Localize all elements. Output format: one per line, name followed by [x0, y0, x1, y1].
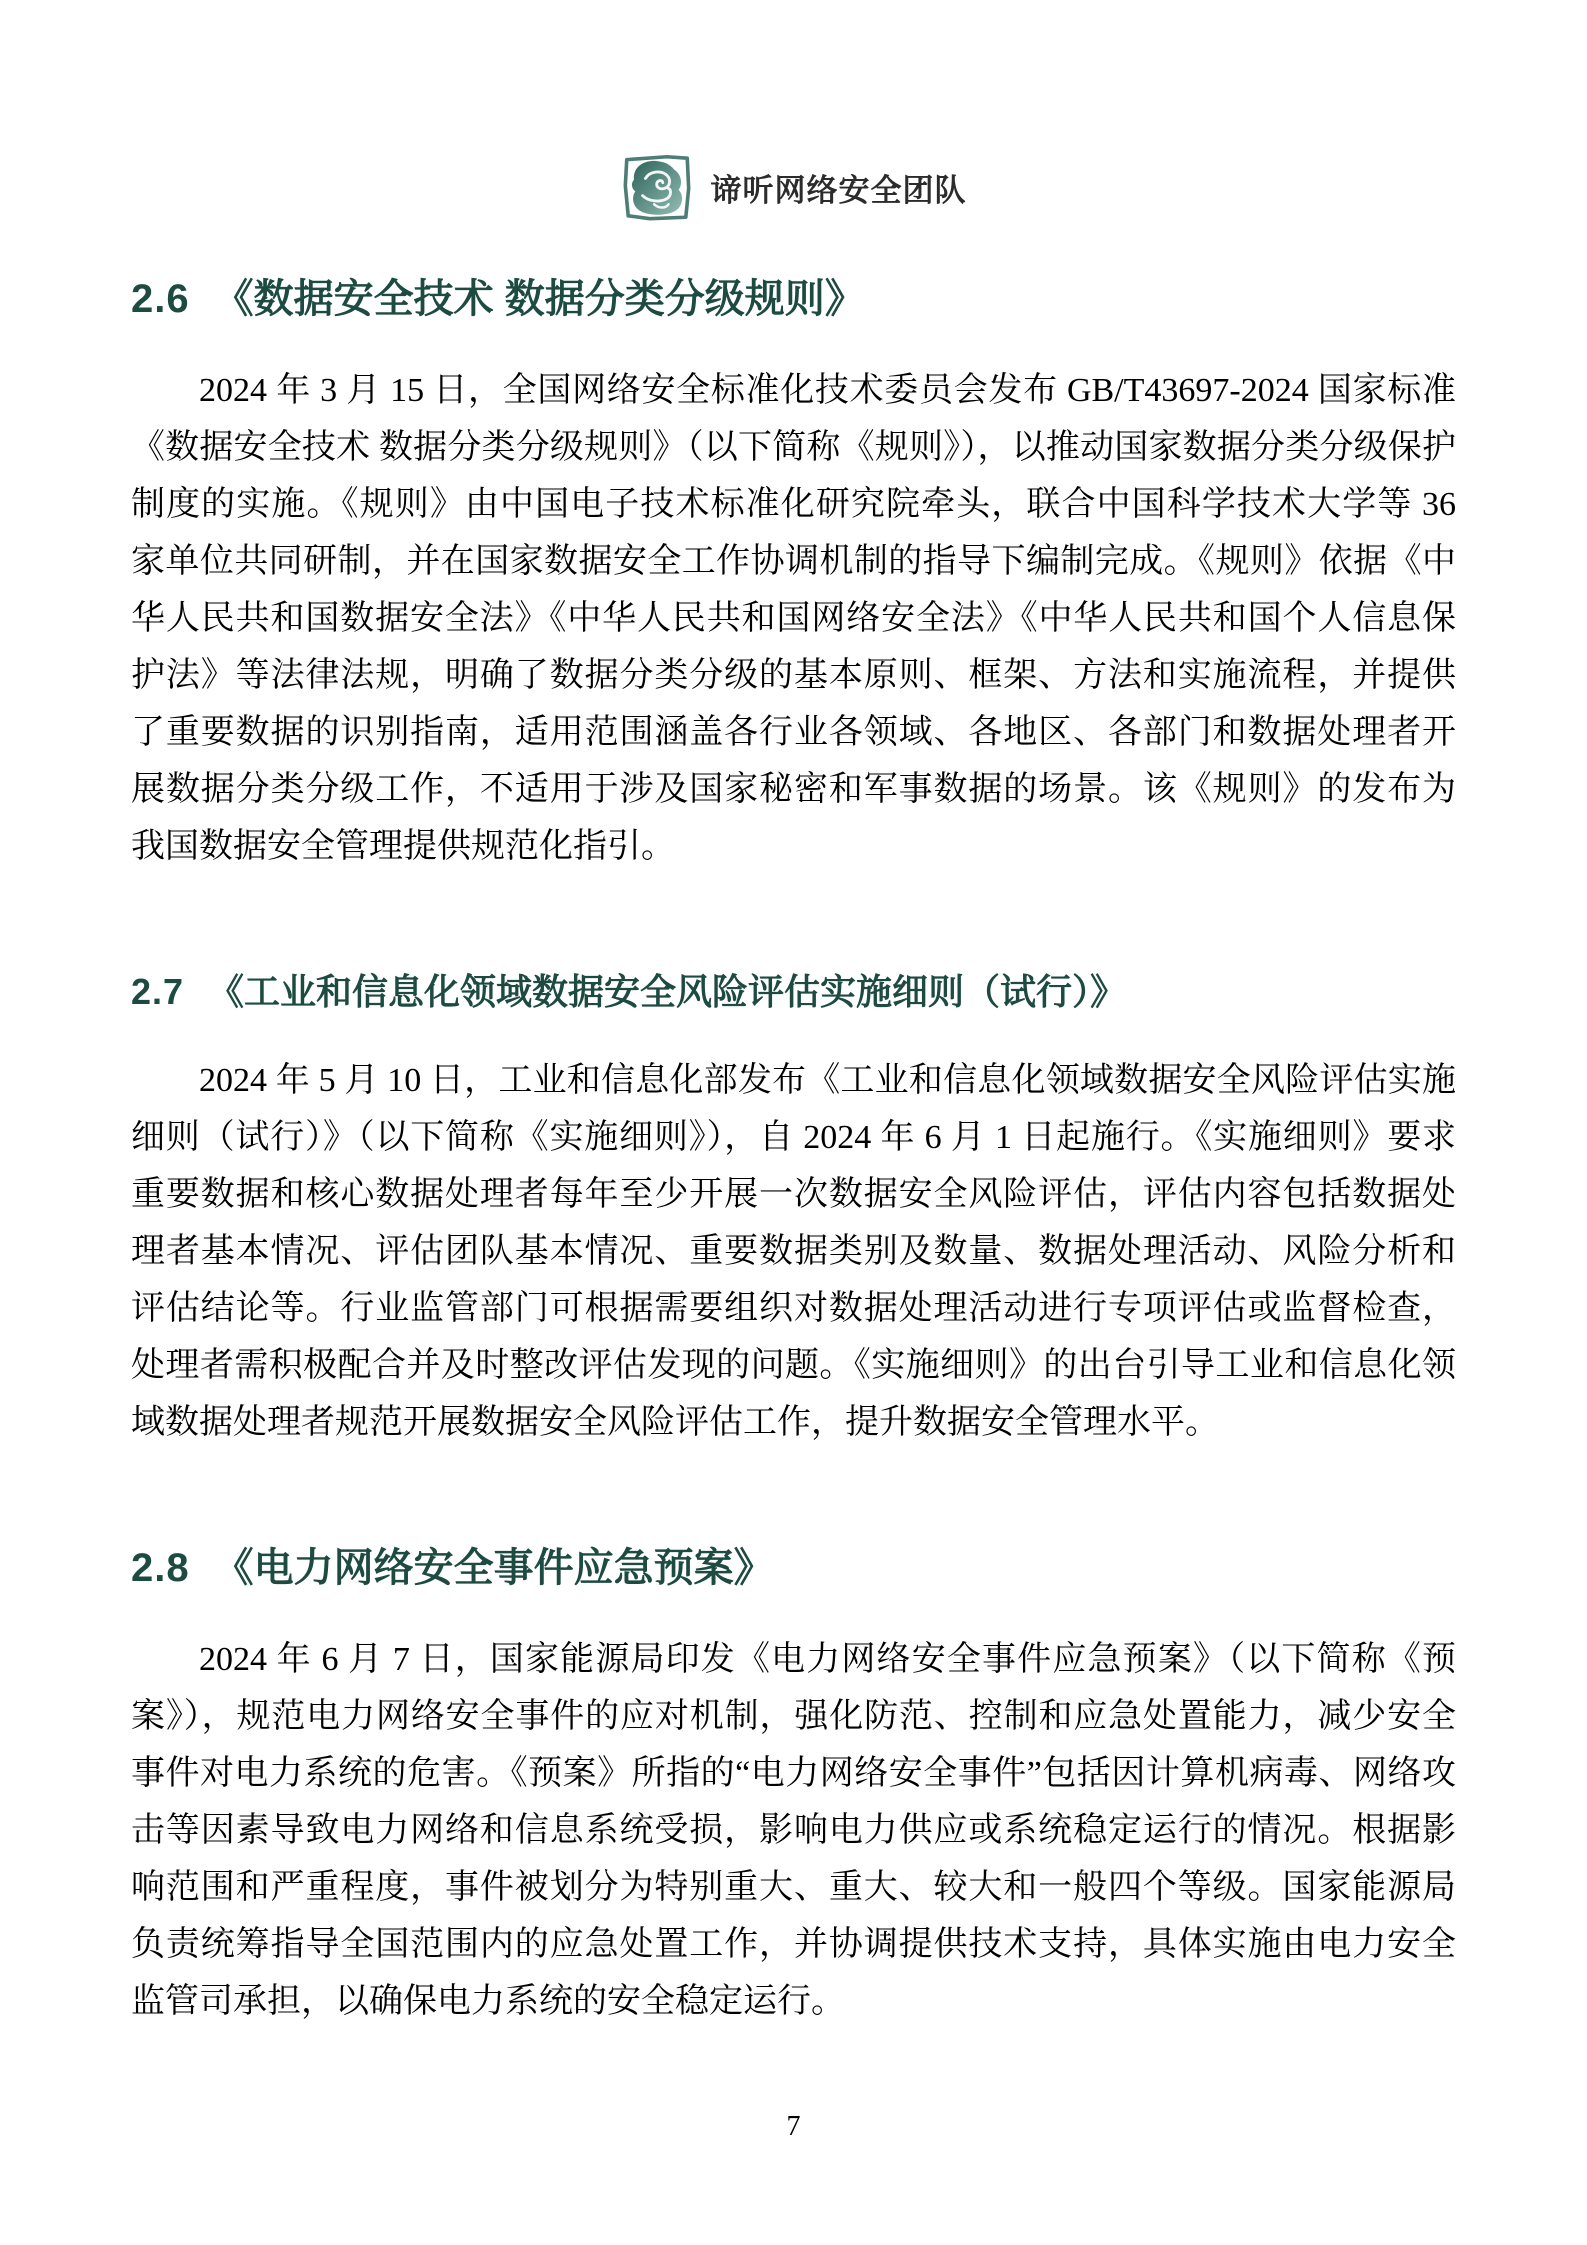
section-number: 2.8: [131, 1546, 190, 1591]
section-heading-2-8: [131, 1545, 1456, 1591]
team-name: 谛听网络安全团队: [710, 172, 967, 208]
section-number: 2.7: [131, 971, 185, 1012]
diting-seal-icon: [621, 150, 693, 224]
section-paragraph-2-6: 2024 年 3 月 15 日，全国网络安全标准化技术委员会发布 GB/T43697-2024 国家标准《数据安全技术 数据分类分级规则》（以下简称《规则》），以推动国家数据分类分级保护制度的实施。《规则》由中国电子技术标准化研究院牵头，联合中国科学技术大学等 36 家单位共同研制，并在国家数据安全工作协调机制的指导下编制完成。《规则》依据《中华人民共和国数据安全法》《中华人民共和国网络安全法》《中华人民共和国个人信息保护法》等法律法规，明确了数据分类分级的基本原则、框架、方法和实施流程，并提供了重要数据的识别指南，适用范围涵盖各行业各领域、各地区、各部门和数据处理者开展数据分类分级工作，不适用于涉及国家秘密和军事数据的场景。该《规则》的发布为我国数据安全管理提供规范化指引。: [131, 372, 1456, 865]
section-number: 2.6: [131, 277, 190, 321]
section-paragraph-2-7: 2024 年 5 月 10 日，工业和信息化部发布《工业和信息化领域数据安全风险评估实施细则（试行）》（以下简称《实施细则》），自 2024 年 6 月 1 日起施行。《实施细则》要求重要数据和核心数据处理者每年至少开展一次数据安全风险评估，评估内容包括数据处理者基本情况、评估团队基本情况、重要数据类别及数量、数据处理活动、风险分析和评估结论等。行业监管部门可根据需要组织对数据处理活动进行专项评估或监督检查，处理者需积极配合并及时整改评估发现的问题。《实施细则》的出台引导工业和信息化领域数据处理者规范开展数据安全风险评估工作，提升数据安全管理水平。: [131, 1062, 1456, 1442]
section-title: 《工业和信息化领域数据安全风险评估实施细则（试行）》: [208, 971, 1127, 1012]
section-heading-2-6: [131, 276, 1456, 322]
section-heading-2-7: [131, 971, 1456, 1012]
page-number: 7: [786, 2111, 801, 2142]
page-header: [0, 0, 1587, 224]
section-title: 《数据安全技术 数据分类分级规则》: [213, 277, 865, 321]
section-title: 《电力网络安全事件应急预案》: [213, 1546, 774, 1591]
section-paragraph-2-8: 2024 年 6 月 7 日，国家能源局印发《电力网络安全事件应急预案》（以下简称《预案》），规范电力网络安全事件的应对机制，强化防范、控制和应急处置能力，减少安全事件对电力系统的危害。《预案》所指的“电力网络安全事件”包括因计算机病毒、网络攻击等因素导致电力网络和信息系统受损，影响电力供应或系统稳定运行的情况。根据影响范围和严重程度，事件被划分为特别重大、重大、较大和一般四个等级。国家能源局负责统筹指导全国范围内的应急处置工作，并协调提供技术支持，具体实施由电力安全监管司承担，以确保电力系统的安全稳定运行。: [131, 1641, 1456, 2021]
page-content: [131, 276, 1456, 2030]
